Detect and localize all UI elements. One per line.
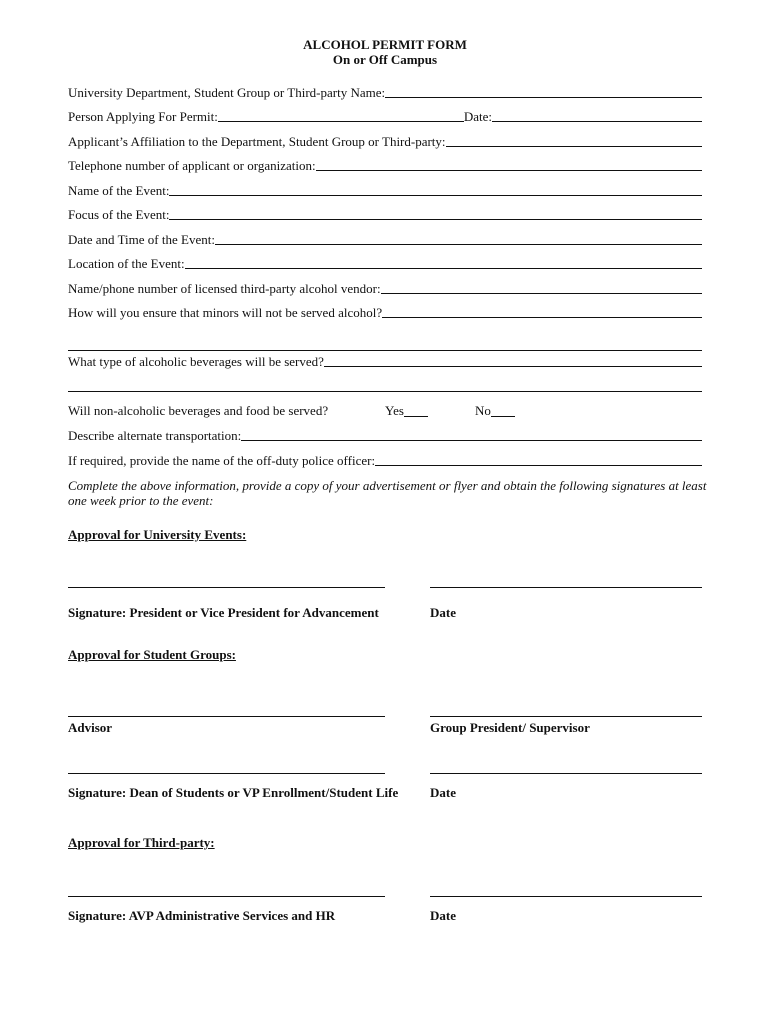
event-focus-input[interactable] — [169, 218, 702, 220]
event-focus-field — [68, 206, 702, 222]
vendor-field — [68, 280, 702, 296]
advisor-label: Advisor — [68, 720, 113, 735]
department-field — [68, 84, 702, 100]
event-location-input[interactable] — [185, 267, 702, 269]
event-datetime-field — [68, 231, 702, 247]
president-signature-line[interactable] — [430, 716, 702, 717]
event-name-input[interactable] — [169, 194, 702, 196]
no-blank[interactable] — [491, 415, 515, 417]
person-input[interactable] — [218, 120, 464, 122]
event-name-label: Name of the Event: — [68, 183, 170, 198]
minors-input-continued[interactable] — [68, 350, 702, 351]
transportation-input[interactable] — [241, 439, 702, 441]
university-signature-label: Signature: President or Vice President for Advancement — [68, 605, 379, 620]
event-datetime-input[interactable] — [215, 243, 702, 245]
telephone-field — [68, 157, 702, 173]
transportation-field — [68, 427, 702, 443]
minors-field — [68, 304, 702, 320]
police-input[interactable] — [375, 464, 702, 466]
third-party-approval-heading: Approval for Third-party: — [68, 835, 215, 850]
date-label: Date: — [463, 109, 493, 124]
university-signature-line[interactable] — [68, 587, 385, 588]
telephone-input[interactable] — [316, 169, 702, 171]
vendor-input[interactable] — [381, 292, 702, 294]
person-label: Person Applying For Permit: — [68, 109, 218, 124]
form-title: ALCOHOL PERMIT FORM — [303, 37, 467, 52]
minors-input[interactable] — [382, 316, 702, 318]
beverages-label: What type of alcoholic beverages will be served? — [68, 354, 324, 369]
event-datetime-label: Date and Time of the Event: — [68, 232, 215, 247]
instructions-text: Complete the above information, provide a copy of your advertisement or flyer and obtain the following signatures at least one week prior to the event: — [68, 478, 707, 508]
university-approval-heading: Approval for University Events: — [68, 527, 247, 542]
no-label: No — [475, 403, 491, 418]
president-label: Group President/ Supervisor — [430, 720, 590, 735]
third-party-signature-label: Signature: AVP Administrative Services and HR — [68, 908, 336, 923]
beverages-field — [68, 353, 702, 369]
university-date-label: Date — [430, 605, 456, 620]
telephone-label: Telephone number of applicant or organization: — [68, 158, 316, 173]
event-location-label: Location of the Event: — [68, 256, 185, 271]
affiliation-field — [68, 133, 702, 149]
minors-label: How will you ensure that minors will not be served alcohol? — [68, 305, 383, 320]
transportation-label: Describe alternate transportation: — [68, 428, 242, 443]
department-input[interactable] — [385, 96, 702, 98]
student-approval-heading: Approval for Student Groups: — [68, 647, 236, 662]
department-label: University Department, Student Group or Third-party Name: — [68, 85, 386, 100]
beverages-input-continued[interactable] — [68, 391, 702, 392]
beverages-input[interactable] — [324, 365, 702, 367]
yes-blank[interactable] — [404, 415, 428, 417]
no-option[interactable] — [475, 403, 515, 419]
dean-signature-label: Signature: Dean of Students or VP Enrollment/Student Life — [68, 785, 399, 800]
university-date-line[interactable] — [430, 587, 702, 588]
nonalcoholic-label: Will non-alcoholic beverages and food be served? — [68, 403, 329, 418]
police-label: If required, provide the name of the off-duty police officer: — [68, 453, 376, 468]
dean-date-label: Date — [430, 785, 456, 800]
dean-signature-line[interactable] — [68, 773, 385, 774]
affiliation-input[interactable] — [446, 145, 702, 147]
yes-option[interactable] — [385, 403, 428, 419]
advisor-signature-line[interactable] — [68, 716, 385, 717]
yes-label: Yes — [385, 403, 404, 418]
form-subtitle: On or Off Campus — [332, 52, 438, 67]
affiliation-label: Applicant’s Affiliation to the Department, Student Group or Third-party: — [68, 134, 446, 149]
dean-date-line[interactable] — [430, 773, 702, 774]
person-field — [68, 108, 702, 124]
event-location-field — [68, 255, 702, 271]
vendor-label: Name/phone number of licensed third-party alcohol vendor: — [68, 281, 381, 296]
third-party-date-label: Date — [430, 908, 456, 923]
third-party-date-line[interactable] — [430, 896, 702, 897]
event-name-field — [68, 182, 702, 198]
event-focus-label: Focus of the Event: — [68, 207, 170, 222]
third-party-signature-line[interactable] — [68, 896, 385, 897]
police-field — [68, 452, 702, 468]
date-input[interactable] — [492, 120, 702, 122]
